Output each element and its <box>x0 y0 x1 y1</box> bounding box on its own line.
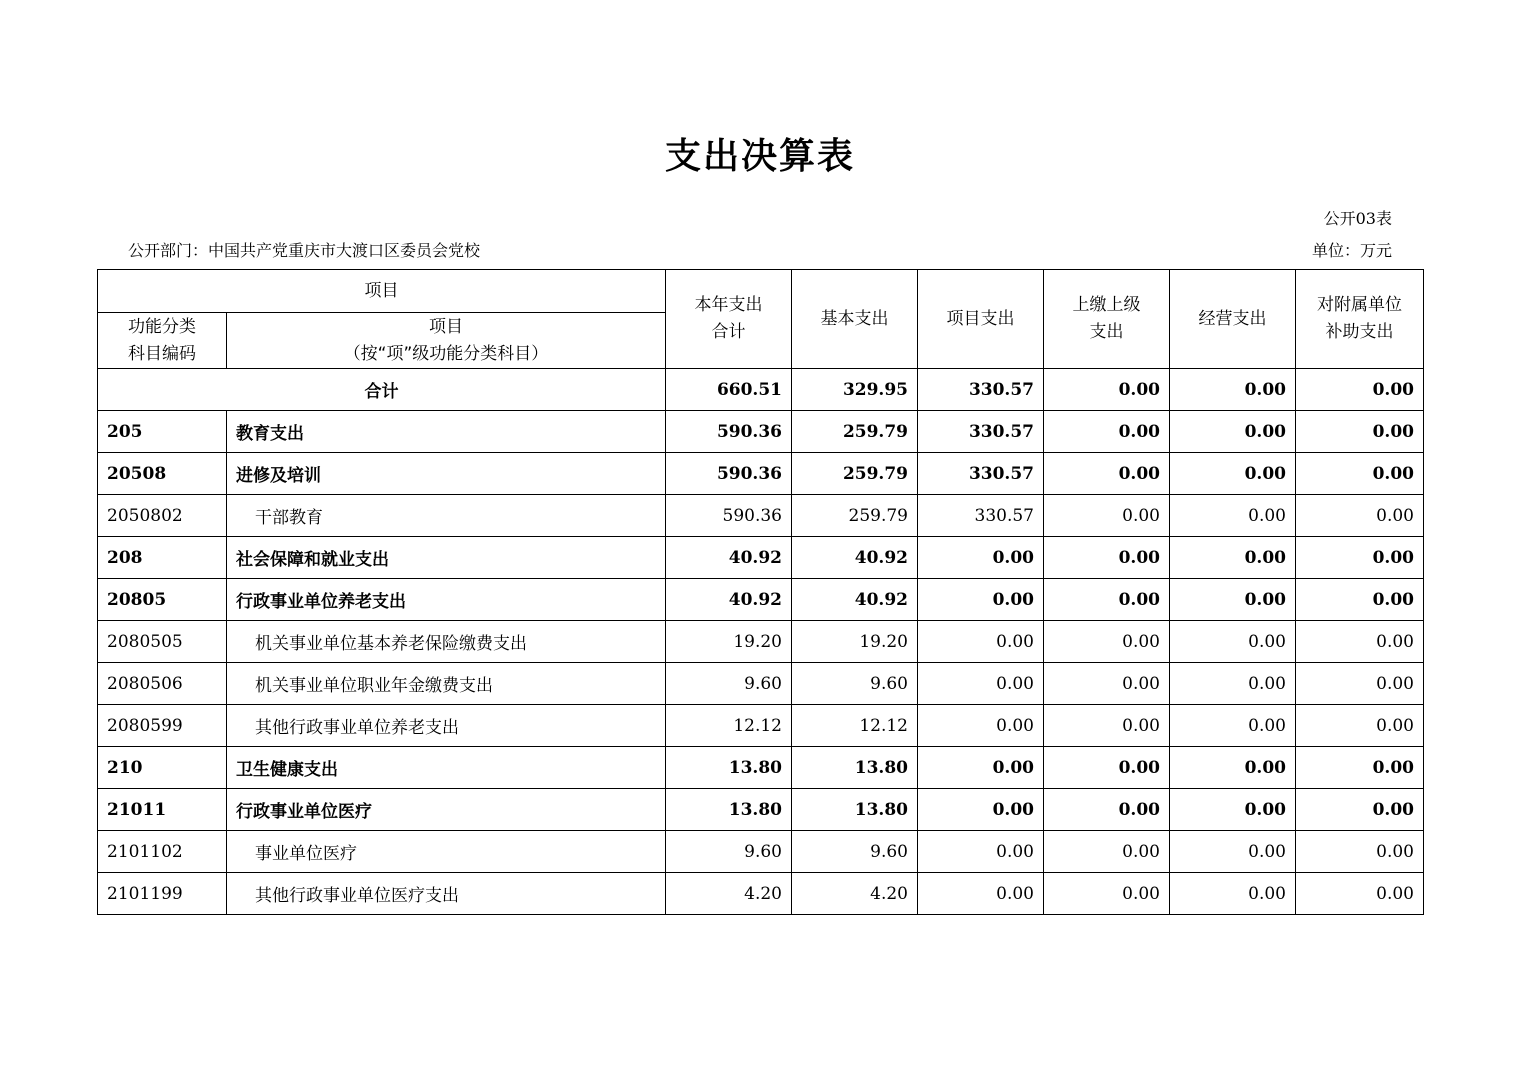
total-value: 0.00 <box>1170 369 1296 411</box>
row-value: 590.36 <box>666 453 792 495</box>
header-project: 项目支出 <box>918 270 1044 369</box>
row-value: 0.00 <box>918 537 1044 579</box>
row-value: 0.00 <box>1044 495 1170 537</box>
row-value: 9.60 <box>666 831 792 873</box>
row-value: 0.00 <box>1170 453 1296 495</box>
table-row <box>98 831 1424 873</box>
row-code: 2080506 <box>98 663 227 705</box>
row-code: 21011 <box>98 789 227 831</box>
row-value: 0.00 <box>918 621 1044 663</box>
row-value: 330.57 <box>918 495 1044 537</box>
header-name: 项目 （按“项”级功能分类科目） <box>227 313 666 369</box>
row-code: 208 <box>98 537 227 579</box>
row-value: 0.00 <box>1044 663 1170 705</box>
header-upper: 上缴上级 支出 <box>1044 270 1170 369</box>
row-value: 19.20 <box>792 621 918 663</box>
row-name: 其他行政事业单位医疗支出 <box>227 873 666 915</box>
row-value: 0.00 <box>918 579 1044 621</box>
row-value: 259.79 <box>792 453 918 495</box>
total-row <box>98 369 1424 411</box>
row-code: 2050802 <box>98 495 227 537</box>
row-value: 40.92 <box>666 579 792 621</box>
row-value: 13.80 <box>666 747 792 789</box>
table-row <box>98 747 1424 789</box>
row-name: 教育支出 <box>227 411 666 453</box>
row-value: 259.79 <box>792 411 918 453</box>
row-value: 0.00 <box>1170 873 1296 915</box>
header-business: 经营支出 <box>1170 270 1296 369</box>
header-item: 项目 <box>98 270 666 313</box>
row-value: 0.00 <box>1296 705 1424 747</box>
row-value: 40.92 <box>792 537 918 579</box>
row-value: 0.00 <box>1296 663 1424 705</box>
row-value: 0.00 <box>918 747 1044 789</box>
row-value: 0.00 <box>1296 579 1424 621</box>
page-title: 支出决算表 <box>664 136 855 177</box>
row-value: 4.20 <box>666 873 792 915</box>
row-value: 0.00 <box>1044 579 1170 621</box>
row-value: 9.60 <box>792 663 918 705</box>
row-value: 0.00 <box>1296 873 1424 915</box>
row-name: 卫生健康支出 <box>227 747 666 789</box>
row-code: 2101199 <box>98 873 227 915</box>
row-name: 事业单位医疗 <box>227 831 666 873</box>
row-code: 2101102 <box>98 831 227 873</box>
row-value: 4.20 <box>792 873 918 915</box>
row-code: 20805 <box>98 579 227 621</box>
row-code: 20508 <box>98 453 227 495</box>
row-value: 0.00 <box>1170 663 1296 705</box>
row-name: 其他行政事业单位养老支出 <box>227 705 666 747</box>
row-value: 330.57 <box>918 411 1044 453</box>
row-value: 19.20 <box>666 621 792 663</box>
row-value: 0.00 <box>1044 831 1170 873</box>
row-value: 590.36 <box>666 495 792 537</box>
table-row <box>98 621 1424 663</box>
table-row <box>98 873 1424 915</box>
row-code: 210 <box>98 747 227 789</box>
total-value: 329.95 <box>792 369 918 411</box>
table-row <box>98 789 1424 831</box>
total-value: 0.00 <box>1044 369 1170 411</box>
row-value: 12.12 <box>666 705 792 747</box>
total-label: 合计 <box>98 369 666 411</box>
row-value: 0.00 <box>1296 621 1424 663</box>
row-value: 0.00 <box>1296 831 1424 873</box>
header-code: 功能分类 科目编码 <box>98 313 227 369</box>
row-name: 进修及培训 <box>227 453 666 495</box>
row-value: 0.00 <box>1170 831 1296 873</box>
table-row <box>98 537 1424 579</box>
row-value: 0.00 <box>918 705 1044 747</box>
row-value: 13.80 <box>666 789 792 831</box>
row-value: 9.60 <box>792 831 918 873</box>
row-value: 590.36 <box>666 411 792 453</box>
row-value: 0.00 <box>1044 873 1170 915</box>
row-name: 行政事业单位医疗 <box>227 789 666 831</box>
table-row <box>98 453 1424 495</box>
row-value: 259.79 <box>792 495 918 537</box>
unit-label: 单位：万元 <box>1311 241 1392 260</box>
table-row <box>98 705 1424 747</box>
row-code: 205 <box>98 411 227 453</box>
row-value: 13.80 <box>792 789 918 831</box>
row-value: 13.80 <box>792 747 918 789</box>
header-subsidy: 对附属单位 补助支出 <box>1296 270 1424 369</box>
total-value: 660.51 <box>666 369 792 411</box>
row-value: 0.00 <box>1170 789 1296 831</box>
row-value: 0.00 <box>1296 453 1424 495</box>
row-value: 0.00 <box>1170 705 1296 747</box>
table-row <box>98 411 1424 453</box>
row-value: 0.00 <box>918 831 1044 873</box>
row-value: 0.00 <box>1170 495 1296 537</box>
row-value: 0.00 <box>918 789 1044 831</box>
row-value: 0.00 <box>1296 789 1424 831</box>
row-code: 2080599 <box>98 705 227 747</box>
row-value: 0.00 <box>1044 411 1170 453</box>
row-value: 0.00 <box>1170 621 1296 663</box>
total-value: 0.00 <box>1296 369 1424 411</box>
row-value: 0.00 <box>1044 789 1170 831</box>
row-value: 0.00 <box>918 873 1044 915</box>
row-value: 0.00 <box>1170 579 1296 621</box>
row-value: 330.57 <box>918 453 1044 495</box>
header-basic: 基本支出 <box>792 270 918 369</box>
row-name: 机关事业单位基本养老保险缴费支出 <box>227 621 666 663</box>
row-value: 0.00 <box>1296 495 1424 537</box>
row-value: 0.00 <box>1044 705 1170 747</box>
row-name: 行政事业单位养老支出 <box>227 579 666 621</box>
row-value: 9.60 <box>666 663 792 705</box>
row-value: 12.12 <box>792 705 918 747</box>
row-value: 0.00 <box>1044 453 1170 495</box>
row-value: 0.00 <box>1296 537 1424 579</box>
row-value: 0.00 <box>1044 621 1170 663</box>
row-name: 干部教育 <box>227 495 666 537</box>
row-value: 0.00 <box>918 663 1044 705</box>
row-code: 2080505 <box>98 621 227 663</box>
row-value: 0.00 <box>1296 747 1424 789</box>
row-name: 机关事业单位职业年金缴费支出 <box>227 663 666 705</box>
row-value: 0.00 <box>1170 747 1296 789</box>
table-row <box>98 495 1424 537</box>
row-name: 社会保障和就业支出 <box>227 537 666 579</box>
row-value: 0.00 <box>1170 411 1296 453</box>
header-total: 本年支出 合计 <box>666 270 792 369</box>
row-value: 0.00 <box>1044 537 1170 579</box>
total-value: 330.57 <box>918 369 1044 411</box>
department-label: 公开部门：中国共产党重庆市大渡口区委员会党校 <box>128 241 481 260</box>
row-value: 40.92 <box>666 537 792 579</box>
row-value: 0.00 <box>1044 747 1170 789</box>
row-value: 0.00 <box>1170 537 1296 579</box>
row-value: 40.92 <box>792 579 918 621</box>
table-row <box>98 663 1424 705</box>
expenditure-table <box>97 269 1424 915</box>
row-value: 0.00 <box>1296 411 1424 453</box>
table-row <box>98 579 1424 621</box>
form-number: 公开03表 <box>1323 209 1392 228</box>
